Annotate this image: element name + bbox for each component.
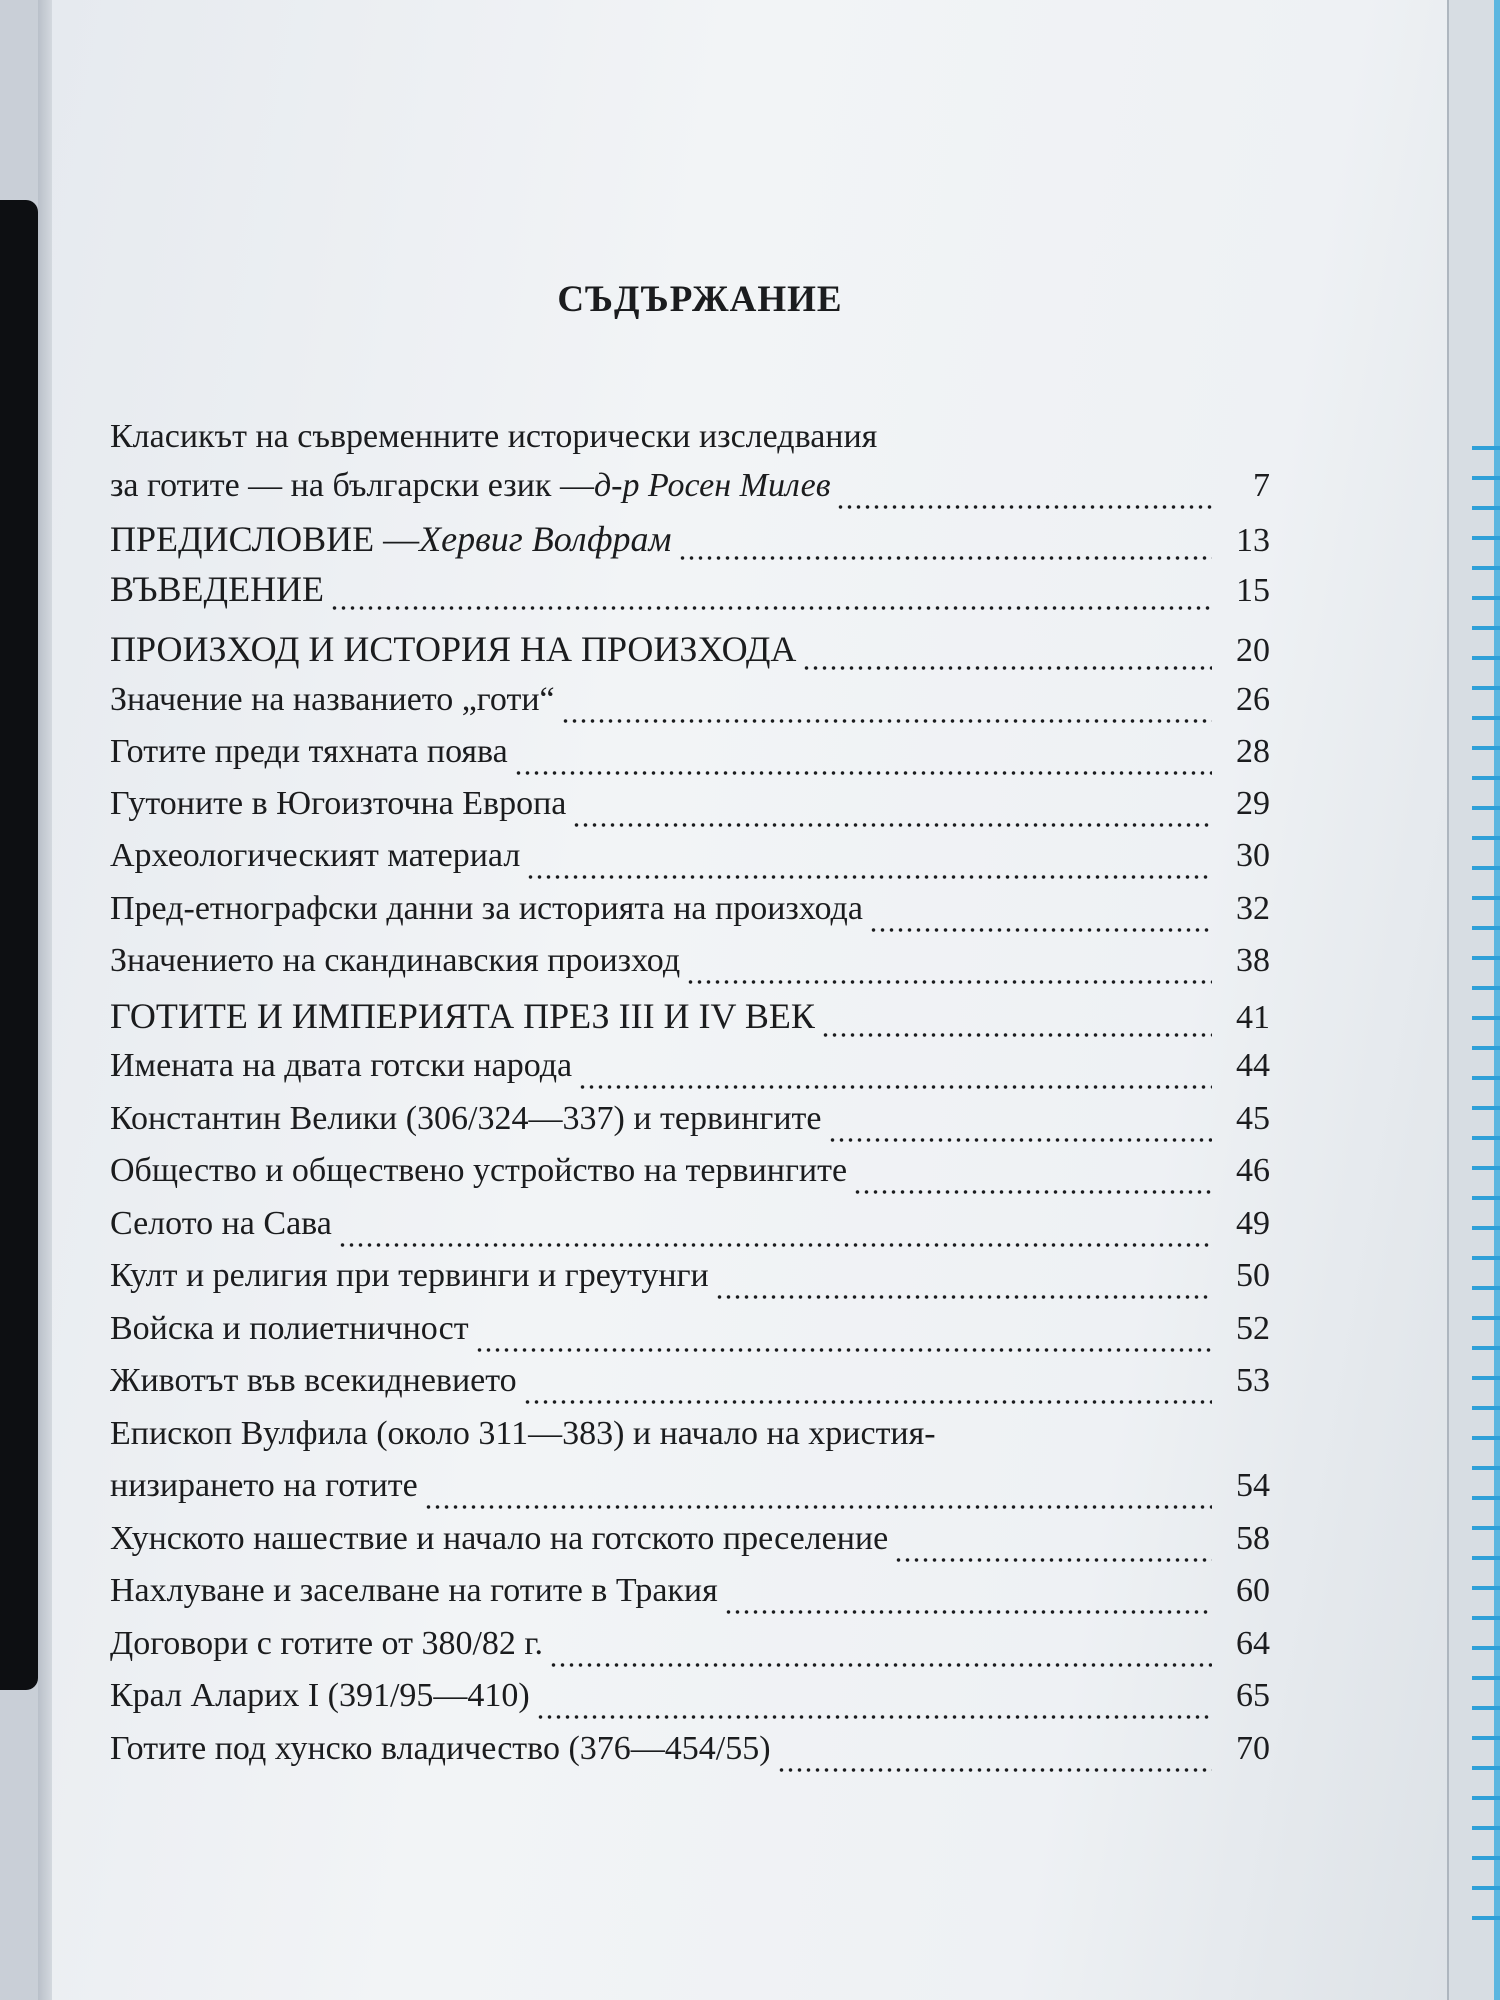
toc-entry xyxy=(110,1677,1270,1729)
dot-leader xyxy=(853,1190,1212,1194)
entry-title: Готите под хунско владичество (376—454/55) xyxy=(110,1730,771,1767)
entry-page-number: 64 xyxy=(1236,1625,1270,1662)
entry-title: ГОТИТЕ И ИМПЕРИЯТА ПРЕЗ III И IV ВЕК xyxy=(110,996,815,1036)
entry-page-number: 26 xyxy=(1236,681,1270,718)
entry-title: Значение на названието „готи“ xyxy=(110,681,555,718)
entry-page-number: 52 xyxy=(1236,1310,1270,1347)
toc-entry xyxy=(110,1310,1270,1362)
toc-entry xyxy=(110,1467,1270,1519)
entry-title: Археологическият материал xyxy=(110,837,521,874)
entry-title: Хунското нашествие и начало на готското преселение xyxy=(110,1520,889,1557)
dot-leader xyxy=(821,1033,1212,1037)
entry-page-number: 46 xyxy=(1236,1152,1270,1189)
dot-leader xyxy=(724,1610,1212,1614)
entry-title: Константин Велики (306/324—337) и тервингите xyxy=(110,1100,822,1137)
entry-title: Животът във всекидневието xyxy=(110,1362,517,1399)
dot-leader xyxy=(526,875,1212,879)
entry-page-number: 44 xyxy=(1236,1047,1270,1084)
page-title: СЪДЪРЖАНИЕ xyxy=(557,279,843,320)
dot-leader xyxy=(894,1558,1212,1562)
entry-title: Пред-етнографски данни за историята на произхода xyxy=(110,890,863,927)
entry-title: Значението на скандинавския произход xyxy=(110,942,681,979)
entry-title: Нахлуване и заселване на готите в Тракия xyxy=(110,1572,718,1609)
toc-entry xyxy=(110,1257,1270,1309)
dot-leader xyxy=(330,606,1212,610)
entry-title: Класикът на съвременните исторически изследвания xyxy=(110,418,878,455)
toc-entry xyxy=(110,1572,1270,1624)
toc-entry xyxy=(110,518,1270,570)
entry-title: Войска и полиетничност xyxy=(110,1310,469,1347)
dot-leader xyxy=(561,719,1212,723)
entry-page-number: 70 xyxy=(1236,1730,1270,1767)
toc-entry xyxy=(110,418,1170,470)
toc-entry xyxy=(110,568,1270,620)
entry-title: Епископ Вулфила (около 311—383) и начало на христия- xyxy=(110,1415,936,1452)
book-cover-edge xyxy=(0,200,38,1690)
entry-title: ВЪВЕДЕНИЕ xyxy=(110,569,325,609)
dot-leader xyxy=(549,1663,1212,1667)
dot-leader xyxy=(828,1138,1213,1142)
entry-title: ПРОИЗХОД И ИСТОРИЯ НА ПРОИЗХОДА xyxy=(110,629,797,669)
toc-entry xyxy=(110,1205,1270,1257)
toc-entry xyxy=(110,942,1270,994)
entry-page-number: 7 xyxy=(1253,467,1270,504)
dot-leader xyxy=(869,928,1212,932)
entry-page-number: 13 xyxy=(1236,522,1270,559)
entry-title: ПРЕДИСЛОВИЕ — xyxy=(110,519,420,559)
toc-entry xyxy=(110,1362,1270,1414)
entry-title: Договори с готите от 380/82 г. xyxy=(110,1625,544,1662)
entry-page-number: 45 xyxy=(1236,1100,1270,1137)
toc-entry xyxy=(110,733,1270,785)
entry-page-number: 41 xyxy=(1236,999,1270,1036)
entry-page-number: 53 xyxy=(1236,1362,1270,1399)
entry-title: низирането на готите xyxy=(110,1467,418,1504)
entry-page-number: 30 xyxy=(1236,837,1270,874)
entry-title: Готите преди тяхната поява xyxy=(110,733,508,770)
entry-title: Общество и обществено устройство на тервингите xyxy=(110,1152,848,1189)
toc-entry xyxy=(110,1100,1270,1152)
dot-leader xyxy=(338,1243,1212,1247)
dot-leader xyxy=(475,1348,1212,1352)
toc-entry xyxy=(110,785,1270,837)
entry-title: Гутоните в Югоизточна Европа xyxy=(110,785,567,822)
toc-entry xyxy=(110,1625,1270,1677)
dot-leader xyxy=(536,1715,1212,1719)
entry-author: д-р Росен Милев xyxy=(593,467,831,504)
toc-entry xyxy=(110,467,1270,519)
toc-entry xyxy=(110,995,1270,1047)
dot-leader xyxy=(686,980,1212,984)
entry-page-number: 65 xyxy=(1236,1677,1270,1714)
entry-author: Хервиг Волфрам xyxy=(419,519,672,559)
dot-leader xyxy=(578,1085,1212,1089)
entry-page-number: 49 xyxy=(1236,1205,1270,1242)
toc-entry xyxy=(110,890,1270,942)
toc-entry xyxy=(110,1730,1270,1782)
toc-entry xyxy=(110,1520,1270,1572)
dot-leader xyxy=(836,505,1212,509)
toc-entry xyxy=(110,1415,1170,1467)
entry-page-number: 15 xyxy=(1236,572,1270,609)
entry-page-number: 29 xyxy=(1236,785,1270,822)
entry-title: Крал Аларих I (391/95—410) xyxy=(110,1677,530,1714)
toc-entry xyxy=(110,1047,1270,1099)
dot-leader xyxy=(777,1768,1212,1772)
entry-title: Селото на Сава xyxy=(110,1205,332,1242)
toc-entry xyxy=(110,628,1270,680)
entry-title: Култ и религия при тервинги и греутунги xyxy=(110,1257,709,1294)
entry-title: Имената на двата готски народа xyxy=(110,1047,573,1084)
dot-leader xyxy=(424,1505,1212,1509)
toc-entry xyxy=(110,681,1270,733)
dot-leader xyxy=(514,771,1212,775)
toc-entry xyxy=(110,837,1270,889)
dot-leader xyxy=(523,1400,1212,1404)
ruler-marks xyxy=(1472,420,1500,1920)
entry-page-number: 28 xyxy=(1236,733,1270,770)
entry-page-number: 60 xyxy=(1236,1572,1270,1609)
dot-leader xyxy=(572,823,1212,827)
entry-page-number: 54 xyxy=(1236,1467,1270,1504)
entry-page-number: 20 xyxy=(1236,632,1270,669)
toc-entry xyxy=(110,1152,1270,1204)
dot-leader xyxy=(678,556,1213,560)
entry-title: за готите — на български език — xyxy=(110,467,594,504)
entry-page-number: 38 xyxy=(1236,942,1270,979)
entry-page-number: 32 xyxy=(1236,890,1270,927)
dot-leader xyxy=(715,1295,1212,1299)
entry-page-number: 58 xyxy=(1236,1520,1270,1557)
entry-page-number: 50 xyxy=(1236,1257,1270,1294)
dot-leader xyxy=(802,666,1212,670)
